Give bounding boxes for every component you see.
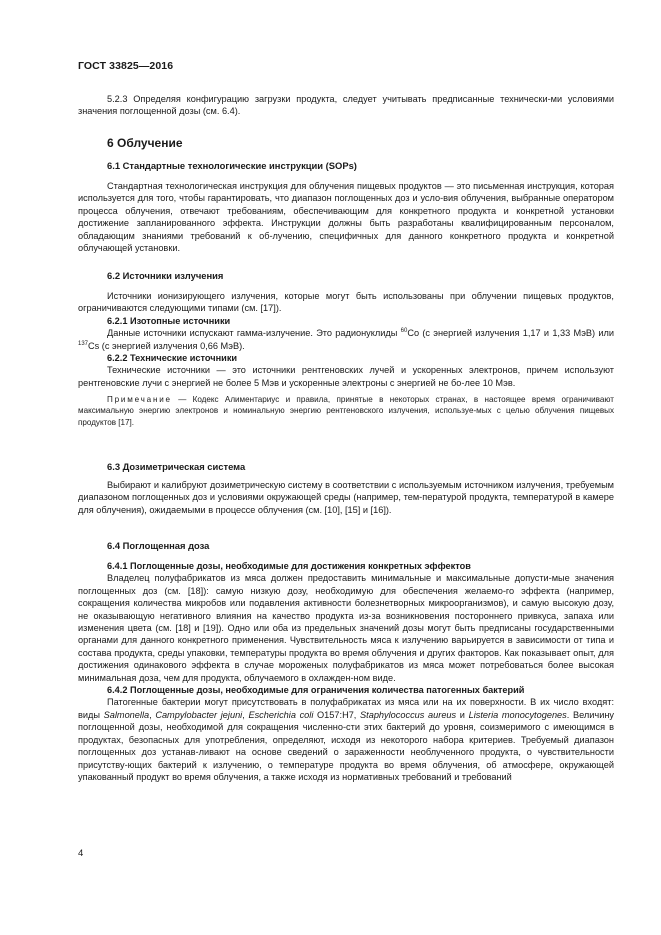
paragraph-text: Технические источники — это источники рентгеновских лучей и ускоренных электронов, причем используют рентгеновские лучи с энергией не более 5 Мэв и ускоренные электроны с энергией не бо-лее 10 Мэв.: [78, 365, 614, 388]
paragraph-5-2-3: [78, 93, 614, 118]
text-run: Co (с энергией излучения 1,17 и 1,33 МэВ) или: [407, 328, 615, 339]
superscript: 137: [78, 340, 89, 347]
section-6-2-body: [78, 290, 614, 428]
section-6-4-1-title: 6.4.1 Поглощенные дозы, необходимые для достижения конкретных эффектов: [107, 561, 471, 571]
species-name: Salmonella: [103, 709, 150, 720]
text-run: и: [456, 709, 469, 720]
paragraph-text: Источники ионизирующего излучения, которые могут быть использованы при облучении пищевых продуктов, ограничиваются следующими типами (см. [17]).: [78, 291, 614, 314]
text-run: ,: [149, 709, 156, 720]
paragraph-isotope: [78, 327, 614, 352]
section-6-4-2-title: 6.4.2 Поглощенные дозы, необходимые для ограничения количества патогенных бактерий: [107, 685, 525, 696]
note-label: Примечание: [107, 395, 172, 405]
text-run: Cs (с энергией излучения 0,66 МэВ).: [88, 340, 245, 351]
superscript: 60: [400, 328, 408, 335]
section-6-title: 6 Облучение: [107, 136, 183, 150]
species-name: Listeria monocytogenes: [468, 709, 567, 720]
text-run: O157:H7,: [313, 709, 361, 720]
section-6-1-title: 6.1 Стандартные технологические инструкции (SOPs): [107, 160, 357, 171]
paragraph-text: 5.2.3 Определяя конфигурацию загрузки продукта, следует учитывать предписанные технически-ми условиями значения поглощенной дозы (см. 6.4).: [78, 94, 614, 117]
section-6-2-2-title: 6.2.2 Технические источники: [107, 353, 238, 364]
note: [78, 394, 614, 428]
species-name: Campylobacter jejuni: [155, 709, 243, 720]
section-6-3-title: 6.3 Дозиметрическая система: [107, 461, 246, 472]
section-6-4-body: [78, 560, 614, 783]
paragraph-text: Стандартная технологическая инструкция для облучения пищевых продуктов — это письменная инструкция, которая используется для того, чтобы гарантировать, что диапазон поглощенных доз и усло-вия облучения, выбранные оператором процесса облучения, отвечают требованиям, обеспечивающим для конкретного продукта и конкретной установки достижение запланированного эффекта. Инструкции должны быть разработаны квалифицированным персоналом, обладающим знаниями требований к об-лучению, специфичных для данного конкретного продукта и конкретной облучающей установки.: [78, 181, 614, 254]
section-6-4-title: 6.4 Поглощенная доза: [107, 540, 210, 551]
text-run: Патогенные бактерии могут присутствовать в полуфабрикатах из мяса или на их поверхности. В их число входят: виды: [78, 697, 614, 720]
section-6-2-1-title: 6.2.1 Изотопные источники: [107, 315, 231, 326]
section-6-3-body: [78, 479, 614, 516]
note-text: — Кодекс Алиментариус и правила, принятые в некоторых странах, в настоящее время ограничивают максимальную энергию электронов и номинальную энергию рентгеновского излучения, использye-мых с целью облучения пищевых продуктов [17].: [78, 395, 614, 427]
species-name: Staphylococcus aureus: [360, 709, 457, 720]
paragraph-text: Выбирают и калибруют дозиметрическую систему в соответствии с используемым источником излучения, требуемым диапазоном поглощенных доз и условиями окружающей среды (например, тем-пературой продукта, температурой в камере для облучения), ожидаемыми в процессе облучения (см. [10], [15] и [16]).: [78, 480, 614, 515]
page-number: 4: [78, 848, 84, 859]
text-run: . Величину поглощенной дозы, необходимой для сокращения численно-сти этих бактерий до уровня, соизмеримого с имеющимся в продуктах, безопасных для употребления, определяют, исходя из некоторого набора критериев. Требуемый диапазон поглощенных доз устанав-ливают на основе сведений о зараженности необлученного продукта, о чувствительности присутству-ющих бактерий к излучению, о температуре продукта во время облучения, об атмосфере, окружающей упакованный продукт во время облучения, а также исходя из нормативных требований и требований: [78, 709, 614, 782]
section-6-1-body: [78, 180, 614, 254]
paragraph-pathogens: [78, 696, 614, 783]
document-header: ГОСТ 33825—2016: [78, 60, 174, 72]
text-run: Данные источники испускают гамма-излучение. Это радионуклиды: [107, 328, 401, 339]
species-name: Escherichia coli: [248, 709, 314, 720]
paragraph-text: Владелец полуфабрикатов из мяса должен предоставить минимальные и максимальные допусти-мые значения поглощенных доз (см. [18]): самую низкую дозу, необходимую для обеспечения желаемо-го эффекта (например, сокращения количества микробов или подавления активности болезнетворных микроорганизмов), и самую высокую дозу, не оказывающую негативного влияния на качество продукта из-за возникновения постороннего привкуса, запаха или изменения цвета (см. [18] и [19]). Одно или оба из предельных значений дозы могут быть предписаны государственными органами для данного конкретного применения. Чувствительность мяса к излучению варьируется в зависимости от типа и состава продукта, среды упаковки, температуры продукта во время облучения и других факторов. Как показывает опыт, для достижения одинакового эффекта в случае мороженых полуфабрикатов из мяса может потребоваться более высокая минимальная доза, чем для продукта, облучаемого в охлажден-ном виде.: [78, 573, 614, 683]
text-run: ,: [242, 709, 249, 720]
section-6-2-title: 6.2 Источники излучения: [107, 270, 224, 281]
